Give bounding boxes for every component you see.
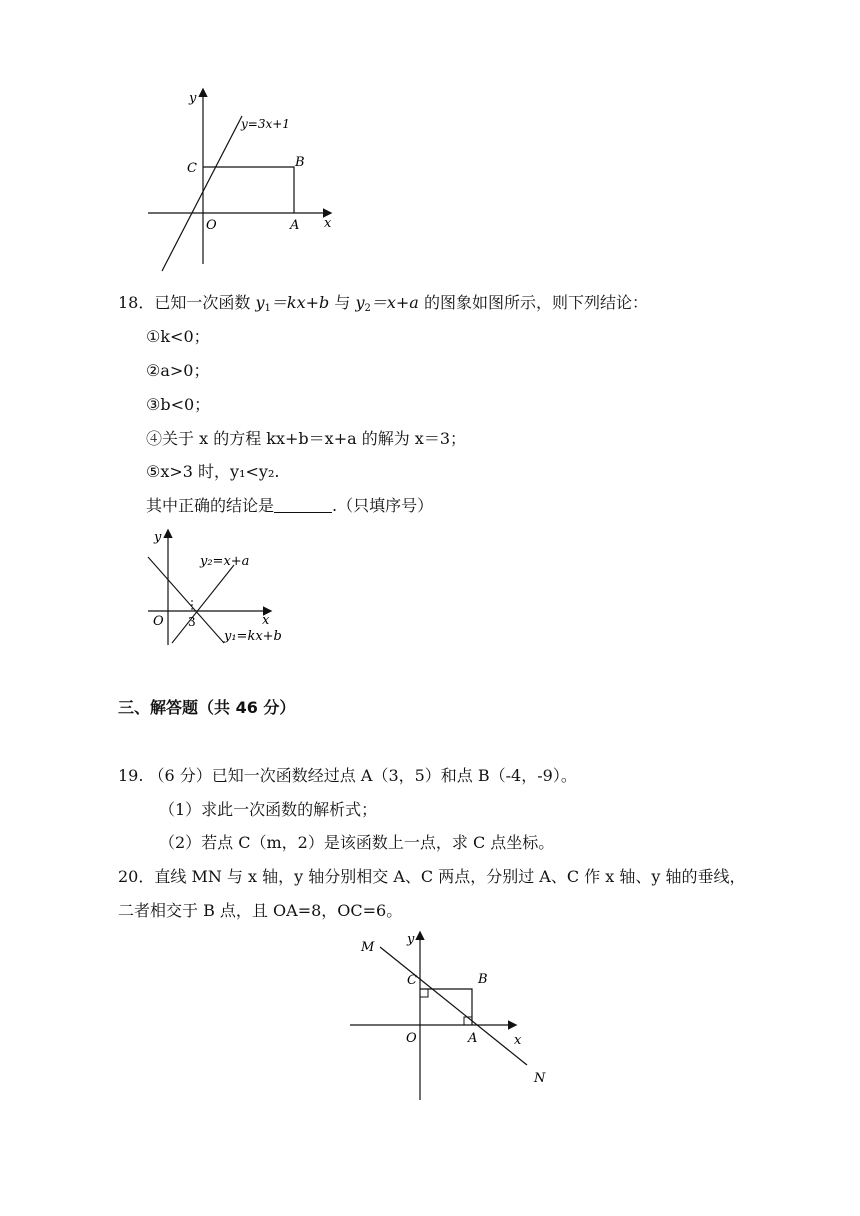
x-axis-label: x bbox=[324, 216, 332, 231]
q18-item-4: ④关于 x 的方程 kx+b＝x+a 的解为 x＝3； bbox=[146, 429, 467, 448]
q19-part-2: （2）若点 C（m，2）是该函数上一点，求 C 点坐标。 bbox=[159, 833, 555, 852]
tick-3-label: 3 bbox=[188, 615, 196, 629]
point-b-label: B bbox=[295, 155, 305, 170]
point-n-label: N bbox=[534, 1071, 546, 1086]
line-y2-label: y₂=x+a bbox=[200, 554, 250, 569]
x-axis-label: x bbox=[262, 613, 270, 628]
point-b-label: B bbox=[478, 972, 488, 987]
line-y1-label: y₁=kx+b bbox=[224, 629, 282, 644]
point-m-label: M bbox=[361, 940, 375, 955]
right-angle-c bbox=[420, 989, 428, 997]
answer-blank[interactable] bbox=[274, 498, 332, 513]
origin-label: O bbox=[206, 218, 217, 233]
y-axis-label: y bbox=[154, 530, 162, 545]
line-y1 bbox=[148, 557, 224, 643]
rectangle-oabc bbox=[203, 167, 294, 213]
point-a-label: A bbox=[468, 1031, 478, 1046]
figure-3-graph bbox=[345, 925, 560, 1105]
section-3-title: 三、解答题（共 46 分） bbox=[118, 698, 296, 717]
figure-2-graph bbox=[140, 525, 300, 650]
q19-stem: 19. （6 分）已知一次函数经过点 A（3，5）和点 B（-4，-9）。 bbox=[118, 766, 577, 785]
x-axis-label: x bbox=[514, 1033, 522, 1048]
q18-stem: 18．已知一次函数 $y_1=kx+b$ 与 $y_2=x+a$ 的图象如图所示，则下列结论： bbox=[118, 293, 648, 314]
point-c-label: C bbox=[407, 973, 417, 988]
line-mn bbox=[380, 947, 527, 1065]
q19-part-1: （1）求此一次函数的解析式； bbox=[159, 800, 378, 819]
q18-item-1: ①k<0； bbox=[146, 327, 210, 346]
q20-line-2: 二者相交于 B 点，且 OA=8，OC=6。 bbox=[118, 901, 403, 920]
y-axis-label: y bbox=[189, 91, 197, 106]
q18-answer-line: 其中正确的结论是 .（只填序号） bbox=[146, 496, 434, 515]
line-label: y=3x+1 bbox=[241, 117, 290, 131]
q18-item-5: ⑤x>3 时，y₁<y₂. bbox=[146, 462, 280, 481]
y-axis-label: y bbox=[407, 932, 415, 947]
origin-label: O bbox=[153, 614, 164, 629]
point-a-label: A bbox=[290, 218, 300, 233]
origin-label: O bbox=[406, 1031, 417, 1046]
q18-item-3: ③b<0； bbox=[146, 395, 211, 414]
q18-item-2: ②a>0； bbox=[146, 361, 210, 380]
figure-1-graph bbox=[140, 82, 340, 277]
line-3x-plus-1 bbox=[162, 116, 242, 271]
point-c-label: C bbox=[187, 161, 197, 176]
q20-line-1: 20．直线 MN 与 x 轴，y 轴分别相交 A、C 两点，分别过 A、C 作 x 轴、y 轴的垂线， bbox=[118, 867, 746, 886]
